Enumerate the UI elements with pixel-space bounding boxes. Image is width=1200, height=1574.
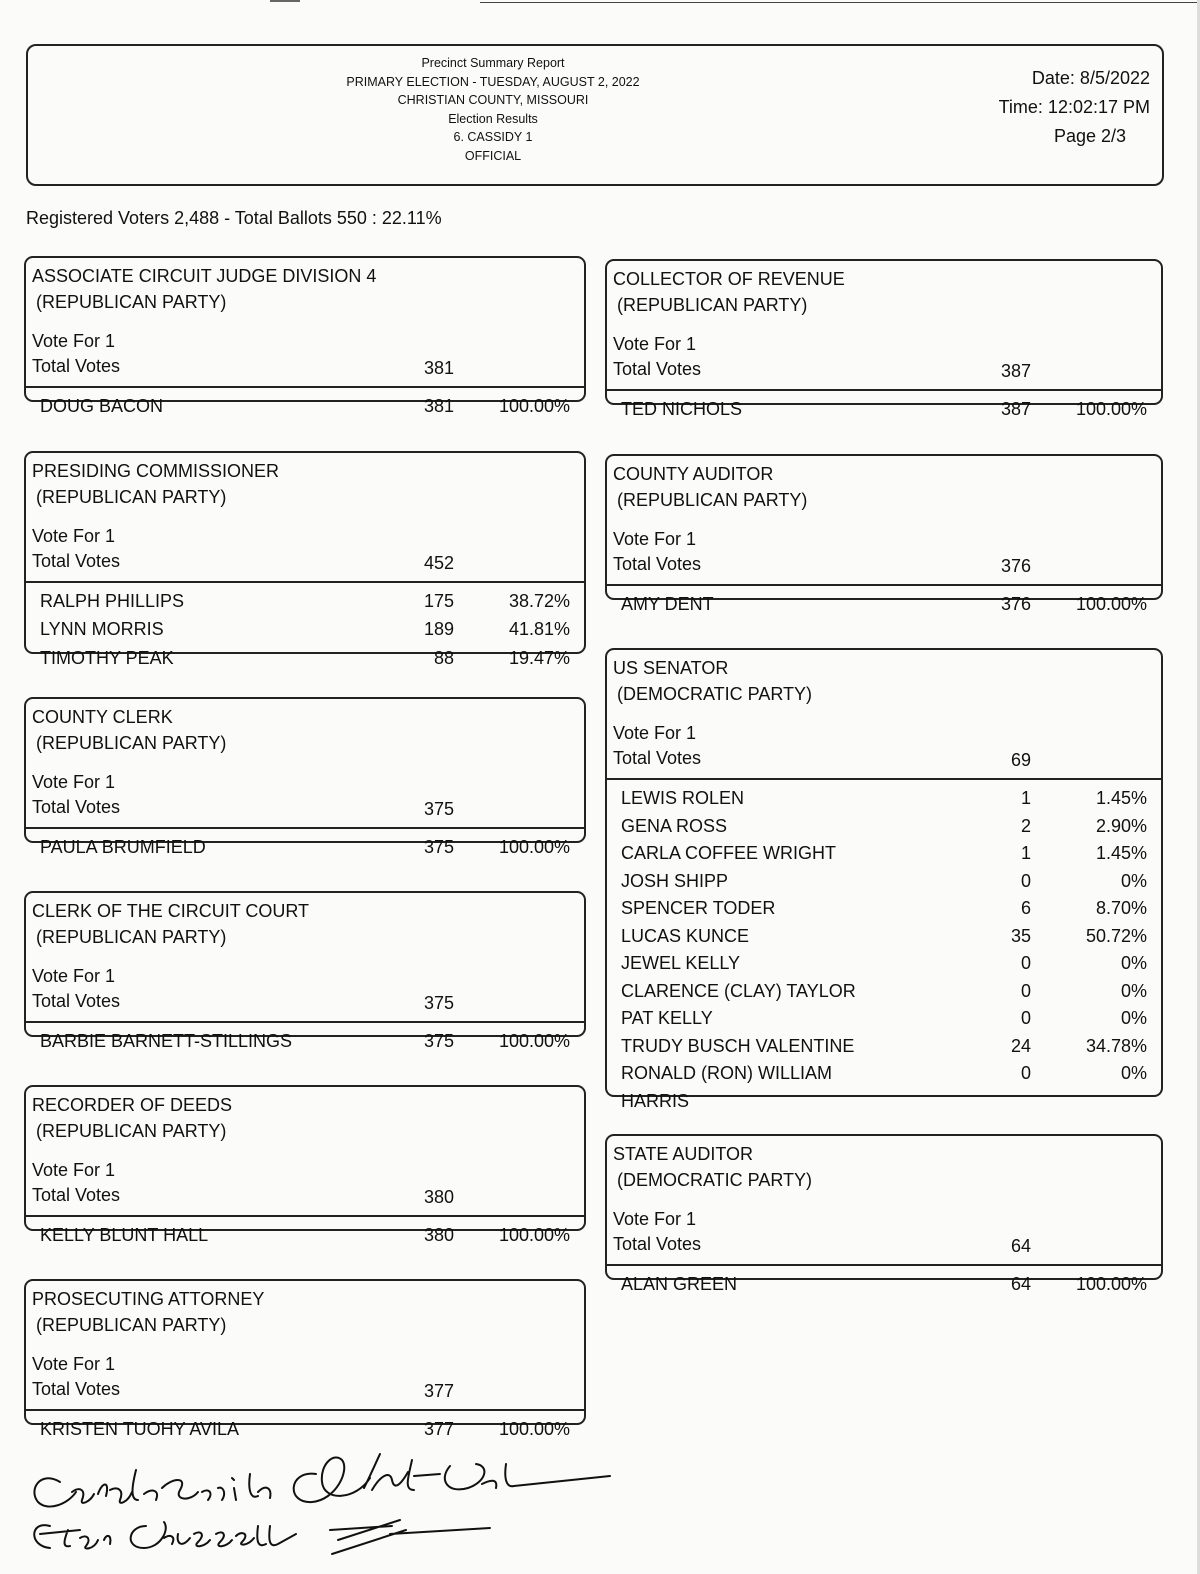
candidate-name: PAULA BRUMFIELD (40, 837, 206, 857)
candidate-name: LYNN MORRIS (40, 619, 164, 640)
contest-party: (REPUBLICAN PARTY) (36, 292, 227, 312)
report-title: Precinct Summary Report (421, 56, 565, 70)
candidate-votes: 0 (1020, 1008, 1031, 1028)
candidate-percent: 100.00% (498, 396, 570, 416)
county-name: CHRISTIAN COUNTY, MISSOURI (397, 93, 589, 107)
candidate-votes: 387 (1000, 399, 1031, 419)
contest-divider (607, 584, 1161, 586)
candidate-votes: 88 (433, 647, 454, 668)
contest-divider (26, 581, 584, 583)
contest-title: COLLECTOR OF REVENUE (613, 269, 845, 289)
candidate-name: RONALD (RON) WILLIAM (621, 1063, 833, 1083)
header-center (28, 54, 958, 165)
contest-party: (DEMOCRATIC PARTY) (617, 1170, 813, 1190)
total-votes-value: 380 (423, 1187, 454, 1207)
report-status: OFFICIAL (464, 148, 522, 163)
contest-title: CLERK OF THE CIRCUIT COURT (32, 901, 310, 921)
candidate-name: KELLY BLUNT HALL (40, 1225, 209, 1245)
candidate-name: AMY DENT (621, 594, 714, 614)
candidate-name: JOSH SHIPP (621, 870, 729, 891)
candidate-name: LEWIS ROLEN (621, 788, 745, 808)
candidate-percent: 34.78% (1085, 1035, 1147, 1056)
contest-divider (26, 827, 584, 829)
candidate-name: CLARENCE (CLAY) TAYLOR (621, 980, 856, 1001)
candidate-percent: 0% (1120, 953, 1147, 973)
contest-party: (REPUBLICAN PARTY) (36, 1315, 227, 1335)
total-votes-label: Total Votes (613, 748, 702, 768)
candidate-votes: 175 (423, 591, 454, 611)
vote-for-label: Vote For 1 (32, 966, 116, 986)
results-label: Election Results (448, 111, 538, 126)
vote-for-label: Vote For 1 (32, 1354, 116, 1374)
contest-title: COUNTY AUDITOR (613, 464, 774, 484)
candidate-percent: 0% (1120, 980, 1147, 1001)
total-votes-value: 375 (423, 799, 454, 819)
vote-for-label: Vote For 1 (613, 1209, 697, 1229)
candidate-percent: 19.47% (508, 647, 570, 668)
contest-collector-of-revenue (605, 259, 1163, 419)
contest-us-senator (605, 648, 1163, 1111)
vote-for-label: Vote For 1 (32, 331, 116, 351)
contest-state-auditor (605, 1134, 1163, 1294)
candidate-votes: 6 (1020, 898, 1031, 918)
scan-edge-line (480, 2, 1200, 3)
total-votes-value: 381 (423, 358, 454, 378)
candidate-votes: 0 (1020, 980, 1031, 1001)
candidate-votes: 377 (423, 1419, 454, 1439)
candidate-votes: 0 (1020, 870, 1031, 891)
contest-divider (26, 1409, 584, 1411)
candidate-percent: 0% (1120, 1008, 1147, 1028)
total-votes-label: Total Votes (32, 991, 121, 1011)
contest-divider (607, 778, 1161, 780)
contest-party: (REPUBLICAN PARTY) (36, 927, 227, 947)
contest-party: (REPUBLICAN PARTY) (617, 490, 808, 510)
page-number: Page 2/3 (1053, 126, 1127, 146)
contest-clerk-of-the-circuit-court (24, 891, 586, 1051)
candidate-votes: 35 (1010, 925, 1031, 946)
signatures-image (20, 1430, 640, 1570)
candidate-name: RALPH PHILLIPS (40, 591, 185, 611)
candidate-name: LUCAS KUNCE (621, 925, 750, 946)
vote-for-label: Vote For 1 (613, 334, 697, 354)
candidate-name: GENA ROSS (621, 815, 728, 836)
report-date: Date: 8/5/2022 (1031, 68, 1150, 88)
candidate-votes: 2 (1020, 815, 1031, 836)
candidate-percent: 38.72% (508, 591, 570, 611)
contest-presiding-commissioner (24, 451, 586, 668)
candidate-name: BARBIE BARNETT-STILLINGS (40, 1031, 293, 1051)
contest-title: STATE AUDITOR (613, 1144, 754, 1164)
candidate-percent: 100.00% (1075, 594, 1147, 614)
candidate-name: CARLA COFFEE WRIGHT (621, 843, 837, 863)
candidate-name: JEWEL KELLY (621, 953, 741, 973)
candidate-percent: 100.00% (498, 1225, 570, 1245)
candidate-votes: 64 (1010, 1274, 1031, 1294)
contest-divider (607, 1264, 1161, 1266)
report-time: Time: 12:02:17 PM (998, 97, 1150, 117)
precinct-name: 6. CASSIDY 1 (453, 130, 533, 144)
candidate-name: ALAN GREEN (621, 1274, 738, 1294)
header-right (999, 64, 1150, 151)
total-votes-value: 376 (1000, 556, 1031, 576)
contest-divider (26, 1021, 584, 1023)
contest-party: (DEMOCRATIC PARTY) (617, 684, 813, 704)
contest-title: PROSECUTING ATTORNEY (32, 1289, 265, 1309)
total-votes-label: Total Votes (32, 797, 121, 817)
total-votes-label: Total Votes (32, 356, 121, 376)
candidate-percent: 1.45% (1095, 788, 1147, 808)
candidate-votes: 375 (423, 1031, 454, 1051)
contest-party: (REPUBLICAN PARTY) (617, 295, 808, 315)
candidate-name: HARRIS (621, 1090, 690, 1111)
candidate-votes: 381 (423, 396, 454, 416)
report-header (26, 44, 1164, 186)
total-votes-label: Total Votes (32, 551, 121, 571)
election-name: PRIMARY ELECTION - TUESDAY, AUGUST 2, 2022 (346, 74, 640, 89)
vote-for-label: Vote For 1 (32, 526, 116, 546)
contest-divider (26, 386, 584, 388)
candidate-name: TRUDY BUSCH VALENTINE (621, 1035, 855, 1056)
candidate-name: TIMOTHY PEAK (40, 647, 174, 668)
candidate-percent: 8.70% (1095, 898, 1147, 918)
vote-for-label: Vote For 1 (613, 723, 697, 743)
total-votes-value: 377 (423, 1381, 454, 1401)
candidate-votes: 380 (423, 1225, 454, 1245)
total-votes-value: 64 (1010, 1236, 1031, 1256)
contest-divider (26, 1215, 584, 1217)
candidate-percent: 100.00% (1075, 1274, 1147, 1294)
candidate-votes: 0 (1020, 1063, 1031, 1083)
candidate-percent: 0% (1120, 870, 1147, 891)
candidate-name: SPENCER TODER (621, 898, 776, 918)
candidate-percent: 100.00% (498, 1419, 570, 1439)
candidate-percent: 2.90% (1095, 815, 1147, 836)
total-votes-value: 452 (423, 553, 454, 573)
candidate-name: PAT KELLY (621, 1008, 713, 1028)
candidate-name: TED NICHOLS (621, 399, 743, 419)
total-votes-label: Total Votes (32, 1185, 121, 1205)
candidate-votes: 1 (1020, 788, 1031, 808)
candidate-percent: 100.00% (1075, 399, 1147, 419)
contest-party: (REPUBLICAN PARTY) (36, 1121, 227, 1141)
candidate-percent: 100.00% (498, 837, 570, 857)
candidate-votes: 24 (1010, 1035, 1031, 1056)
total-votes-value: 375 (423, 993, 454, 1013)
contest-party: (REPUBLICAN PARTY) (36, 733, 227, 753)
contest-title: COUNTY CLERK (32, 707, 173, 727)
candidate-name: DOUG BACON (40, 396, 164, 416)
vote-for-label: Vote For 1 (613, 529, 697, 549)
total-votes-value: 387 (1000, 361, 1031, 381)
contest-prosecuting-attorney (24, 1279, 586, 1439)
contest-county-auditor (605, 454, 1163, 614)
total-votes-label: Total Votes (613, 359, 702, 379)
total-votes-label: Total Votes (613, 554, 702, 574)
scan-mark (270, 0, 300, 2)
candidate-votes: 189 (423, 619, 454, 640)
contest-party: (REPUBLICAN PARTY) (36, 487, 227, 507)
vote-for-label: Vote For 1 (32, 1160, 116, 1180)
contest-county-clerk (24, 697, 586, 857)
vote-for-label: Vote For 1 (32, 772, 116, 792)
contest-title: US SENATOR (613, 658, 729, 678)
contest-title: RECORDER OF DEEDS (32, 1095, 233, 1115)
contest-title: ASSOCIATE CIRCUIT JUDGE DIVISION 4 (32, 266, 377, 286)
candidate-percent: 41.81% (508, 619, 570, 640)
candidate-votes: 0 (1020, 953, 1031, 973)
candidate-votes: 375 (423, 837, 454, 857)
contest-title: PRESIDING COMMISSIONER (32, 461, 280, 481)
contest-associate-circuit-judge-division-4 (24, 256, 586, 416)
contest-recorder-of-deeds (24, 1085, 586, 1245)
contest-divider (607, 389, 1161, 391)
registered-voters-summary: Registered Voters 2,488 - Total Ballots 550 : 22.11% (26, 208, 442, 228)
total-votes-label: Total Votes (32, 1379, 121, 1399)
candidate-votes: 376 (1000, 594, 1031, 614)
candidate-name: KRISTEN TUOHY AVILA (40, 1419, 240, 1439)
total-votes-label: Total Votes (613, 1234, 702, 1254)
candidate-percent: 0% (1120, 1063, 1147, 1083)
total-votes-value: 69 (1010, 750, 1031, 770)
candidate-percent: 50.72% (1085, 925, 1147, 946)
candidate-percent: 1.45% (1095, 843, 1147, 863)
candidate-votes: 1 (1020, 843, 1031, 863)
candidate-percent: 100.00% (498, 1031, 570, 1051)
